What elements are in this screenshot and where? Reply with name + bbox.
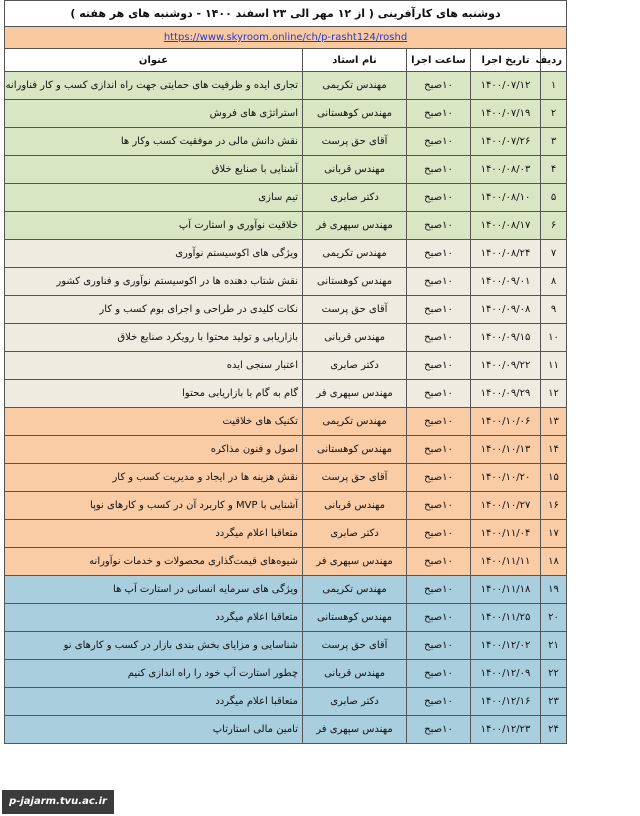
time-cell: ۱۰صبح — [407, 576, 471, 604]
row-number-cell: ۱۳ — [541, 408, 567, 436]
date-cell: ۱۴۰۰/۰۹/۰۱ — [471, 268, 541, 296]
teacher-cell: دکتر صابری — [303, 184, 407, 212]
date-cell: ۱۴۰۰/۰۸/۰۳ — [471, 156, 541, 184]
date-cell: ۱۴۰۰/۱۱/۱۸ — [471, 576, 541, 604]
date-cell: ۱۴۰۰/۱۲/۱۶ — [471, 688, 541, 716]
teacher-cell: آقای حق پرست — [303, 128, 407, 156]
row-number-cell: ۱۶ — [541, 492, 567, 520]
teacher-cell: دکتر صابری — [303, 688, 407, 716]
row-number-cell: ۳ — [541, 128, 567, 156]
time-cell: ۱۰صبح — [407, 352, 471, 380]
date-cell: ۱۴۰۰/۱۱/۱۱ — [471, 548, 541, 576]
table-row — [5, 548, 567, 576]
time-cell: ۱۰صبح — [407, 212, 471, 240]
topic-cell: اعتبار سنجی ایده — [5, 352, 303, 380]
topic-cell: نقش شتاب دهنده ها در اکوسیستم نوآوری و فناوری کشور — [5, 268, 303, 296]
time-cell: ۱۰صبح — [407, 184, 471, 212]
table-row — [5, 492, 567, 520]
time-cell: ۱۰صبح — [407, 72, 471, 100]
row-number-cell: ۲۱ — [541, 632, 567, 660]
row-number-cell: ۸ — [541, 268, 567, 296]
teacher-cell: مهندس تکریمی — [303, 408, 407, 436]
time-cell: ۱۰صبح — [407, 268, 471, 296]
time-cell: ۱۰صبح — [407, 716, 471, 744]
link-row — [5, 27, 567, 49]
teacher-cell: مهندس تکریمی — [303, 72, 407, 100]
topic-cell: گام به گام با بازاریابی محتوا — [5, 380, 303, 408]
topic-cell: تکنیک های خلاقیت — [5, 408, 303, 436]
date-cell: ۱۴۰۰/۰۸/۱۷ — [471, 212, 541, 240]
time-cell: ۱۰صبح — [407, 128, 471, 156]
schedule-sheet — [4, 0, 566, 744]
date-cell: ۱۴۰۰/۱۰/۰۶ — [471, 408, 541, 436]
teacher-cell: مهندس سپهری فر — [303, 716, 407, 744]
row-number-cell: ۱۰ — [541, 324, 567, 352]
time-cell: ۱۰صبح — [407, 380, 471, 408]
time-cell: ۱۰صبح — [407, 436, 471, 464]
topic-cell: نقش دانش مالی در موفقیت کسب وکار ها — [5, 128, 303, 156]
table-row — [5, 604, 567, 632]
topic-cell: آشنایی با صنایع خلاق — [5, 156, 303, 184]
date-cell: ۱۴۰۰/۰۷/۱۲ — [471, 72, 541, 100]
teacher-cell: مهندس قربانی — [303, 324, 407, 352]
teacher-cell: مهندس قربانی — [303, 660, 407, 688]
date-cell: ۱۴۰۰/۱۱/۰۴ — [471, 520, 541, 548]
table-row — [5, 576, 567, 604]
table-row — [5, 464, 567, 492]
teacher-cell: مهندس سپهری فر — [303, 212, 407, 240]
table-row — [5, 436, 567, 464]
table-row — [5, 380, 567, 408]
date-cell: ۱۴۰۰/۰۷/۲۶ — [471, 128, 541, 156]
table-row — [5, 296, 567, 324]
header-teacher: نام استاد — [303, 49, 407, 72]
row-number-cell: ۱ — [541, 72, 567, 100]
time-cell: ۱۰صبح — [407, 464, 471, 492]
topic-cell: بازاریابی و تولید محتوا با رویکرد صنایع خلاق — [5, 324, 303, 352]
table-row — [5, 128, 567, 156]
date-cell: ۱۴۰۰/۰۹/۲۲ — [471, 352, 541, 380]
teacher-cell: مهندس تکریمی — [303, 576, 407, 604]
row-number-cell: ۱۵ — [541, 464, 567, 492]
row-number-cell: ۱۷ — [541, 520, 567, 548]
date-cell: ۱۴۰۰/۰۹/۲۹ — [471, 380, 541, 408]
table-row — [5, 72, 567, 100]
table-row — [5, 632, 567, 660]
topic-cell: متعاقبا اعلام میگردد — [5, 688, 303, 716]
topic-cell: ویژگی های اکوسیستم نوآوری — [5, 240, 303, 268]
date-cell: ۱۴۰۰/۰۸/۱۰ — [471, 184, 541, 212]
date-cell: ۱۴۰۰/۰۹/۰۸ — [471, 296, 541, 324]
row-number-cell: ۵ — [541, 184, 567, 212]
date-cell: ۱۴۰۰/۱۲/۰۲ — [471, 632, 541, 660]
teacher-cell: مهندس کوهستانی — [303, 436, 407, 464]
date-cell: ۱۴۰۰/۰۸/۲۴ — [471, 240, 541, 268]
row-number-cell: ۷ — [541, 240, 567, 268]
time-cell: ۱۰صبح — [407, 240, 471, 268]
date-cell: ۱۴۰۰/۱۰/۲۰ — [471, 464, 541, 492]
table-row — [5, 240, 567, 268]
teacher-cell: مهندس تکریمی — [303, 240, 407, 268]
time-cell: ۱۰صبح — [407, 296, 471, 324]
teacher-cell: دکتر صابری — [303, 520, 407, 548]
table-row — [5, 100, 567, 128]
teacher-cell: مهندس کوهستانی — [303, 100, 407, 128]
teacher-cell: دکتر صابری — [303, 352, 407, 380]
schedule-rows — [5, 72, 567, 744]
header-date: تاریخ اجرا — [471, 49, 541, 72]
date-cell: ۱۴۰۰/۱۲/۰۹ — [471, 660, 541, 688]
header-row-number: ردیف — [541, 49, 567, 72]
row-number-cell: ۲ — [541, 100, 567, 128]
date-cell: ۱۴۰۰/۱۰/۲۷ — [471, 492, 541, 520]
row-number-cell: ۲۴ — [541, 716, 567, 744]
topic-cell: تامین مالی استارتاپ — [5, 716, 303, 744]
topic-cell: تیم سازی — [5, 184, 303, 212]
row-number-cell: ۶ — [541, 212, 567, 240]
table-row — [5, 520, 567, 548]
row-number-cell: ۲۰ — [541, 604, 567, 632]
teacher-cell: مهندس قربانی — [303, 156, 407, 184]
table-row — [5, 660, 567, 688]
time-cell: ۱۰صبح — [407, 324, 471, 352]
time-cell: ۱۰صبح — [407, 688, 471, 716]
topic-cell: شناسایی و مزایای بخش بندی بازار در کسب و کارهای نو — [5, 632, 303, 660]
table-row — [5, 352, 567, 380]
row-number-cell: ۱۲ — [541, 380, 567, 408]
schedule-table — [4, 0, 567, 744]
date-cell: ۱۴۰۰/۱۱/۲۵ — [471, 604, 541, 632]
time-cell: ۱۰صبح — [407, 100, 471, 128]
teacher-cell: مهندس قربانی — [303, 492, 407, 520]
time-cell: ۱۰صبح — [407, 548, 471, 576]
row-number-cell: ۴ — [541, 156, 567, 184]
date-cell: ۱۴۰۰/۱۰/۱۳ — [471, 436, 541, 464]
date-cell: ۱۴۰۰/۰۹/۱۵ — [471, 324, 541, 352]
title-row — [5, 1, 567, 27]
header-row — [5, 49, 567, 72]
time-cell: ۱۰صبح — [407, 604, 471, 632]
row-number-cell: ۱۴ — [541, 436, 567, 464]
table-row — [5, 156, 567, 184]
row-number-cell: ۹ — [541, 296, 567, 324]
header-topic: عنوان — [5, 49, 303, 72]
topic-cell: تجاری ایده و ظرفیت های حمایتی جهت راه اندازی کسب و کار فناورانه — [5, 72, 303, 100]
row-number-cell: ۲۳ — [541, 688, 567, 716]
table-row — [5, 212, 567, 240]
table-row — [5, 324, 567, 352]
teacher-cell: آقای حق پرست — [303, 464, 407, 492]
time-cell: ۱۰صبح — [407, 492, 471, 520]
row-number-cell: ۱۱ — [541, 352, 567, 380]
header-time: ساعت اجرا — [407, 49, 471, 72]
teacher-cell: آقای حق پرست — [303, 632, 407, 660]
topic-cell: استراتژی های فروش — [5, 100, 303, 128]
date-cell: ۱۴۰۰/۰۷/۱۹ — [471, 100, 541, 128]
topic-cell: اصول و فنون مذاکره — [5, 436, 303, 464]
time-cell: ۱۰صبح — [407, 632, 471, 660]
teacher-cell: مهندس سپهری فر — [303, 548, 407, 576]
date-cell: ۱۴۰۰/۱۲/۲۳ — [471, 716, 541, 744]
teacher-cell: مهندس کوهستانی — [303, 604, 407, 632]
skyroom-link[interactable]: https://www.skyroom.online/ch/p-rasht124/roshd — [163, 32, 408, 43]
table-row — [5, 184, 567, 212]
table-row — [5, 716, 567, 744]
topic-cell: نقش هزینه ها در ایجاد و مدیریت کسب و کار — [5, 464, 303, 492]
topic-cell: متعاقبا اعلام میگردد — [5, 520, 303, 548]
time-cell: ۱۰صبح — [407, 156, 471, 184]
teacher-cell: مهندس کوهستانی — [303, 268, 407, 296]
topic-cell: متعاقبا اعلام میگردد — [5, 604, 303, 632]
time-cell: ۱۰صبح — [407, 408, 471, 436]
row-number-cell: ۱۹ — [541, 576, 567, 604]
table-row — [5, 408, 567, 436]
row-number-cell: ۲۲ — [541, 660, 567, 688]
topic-cell: ویژگی های سرمایه انسانی در استارت آپ ها — [5, 576, 303, 604]
table-row — [5, 688, 567, 716]
row-number-cell: ۱۸ — [541, 548, 567, 576]
time-cell: ۱۰صبح — [407, 660, 471, 688]
time-cell: ۱۰صبح — [407, 520, 471, 548]
topic-cell: نکات کلیدی در طراحی و اجرای بوم کسب و کار — [5, 296, 303, 324]
topic-cell: خلاقیت نوآوری و استارت آپ — [5, 212, 303, 240]
site-watermark: p-jajarm.tvu.ac.ir — [2, 790, 114, 814]
topic-cell: آشنایی با MVP و کاربرد آن در کسب و کارهای نوپا — [5, 492, 303, 520]
table-row — [5, 268, 567, 296]
topic-cell: چطور استارت آپ خود را راه اندازی کنیم — [5, 660, 303, 688]
topic-cell: شیوه‌های قیمت‌گذاری محصولات و خدمات نوآورانه — [5, 548, 303, 576]
teacher-cell: مهندس سپهری فر — [303, 380, 407, 408]
page-title: دوشنبه های کارآفرینی ( از ۱۲ مهر الی ۲۳ اسفند ۱۴۰۰ - دوشنبه های هر هفته ) — [5, 1, 567, 27]
teacher-cell: آقای حق پرست — [303, 296, 407, 324]
